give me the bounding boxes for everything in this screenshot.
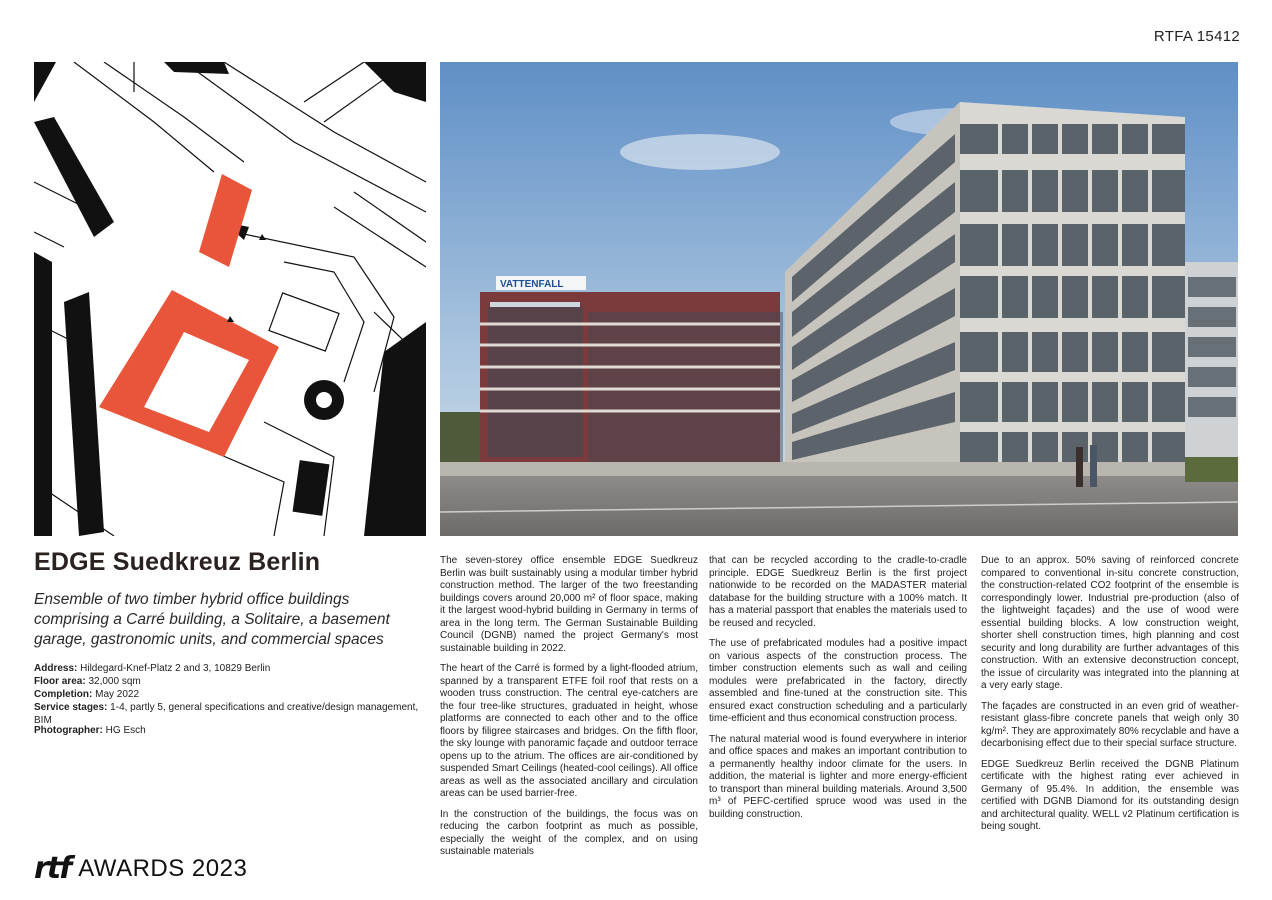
floor-area-line <box>34 675 434 688</box>
paragraph: EDGE Suedkreuz Berlin received the DGNB Platinum certificate with the highest rating ever achieved in Germany of 95.4%. In addition, the ensemble was certified with DGNB Diamond for its outstanding design and architectural quality. WELL v2 Platinum certification is being sought. <box>981 758 1239 832</box>
awards-label: AWARDS 2023 <box>78 855 248 882</box>
completion-value: May 2022 <box>95 689 140 700</box>
project-title: EDGE Suedkreuz Berlin <box>34 548 321 576</box>
text-column-2 <box>709 555 967 829</box>
floor-area-label: Floor area: <box>34 676 86 687</box>
paragraph: The use of prefabricated modules had a positive impact on various aspects of the construction process. The timber construction elements such as wall and ceiling modules were prefabricated in the factory, directly assembled and fine-tuned at the construction site. This ensured exact construction scheduling and a particularly time-efficient and thus economical construction process. <box>709 638 967 724</box>
paragraph: Due to an approx. 50% saving of reinforced concrete compared to conventional in-situ concrete construction, the construction-related CO2 footprint of the ensemble is correspondingly lower. Industrial pre-production (also of the lightweight façades) and the use of wood were essential building blocks. A low construction weight, shorter shell construction times, high planning and cost security and long durability are further advantages of this construction. With an extensive deconstruction concept, the issue of circularity was integrated into the planning at a very early stage. <box>981 555 1239 691</box>
text-column-3 <box>981 555 1239 842</box>
completion-label: Completion: <box>34 689 93 700</box>
service-stages-value: 1-4, partly 5, general specifications and creative/design management, BIM <box>34 702 419 726</box>
address-value: Hildegard-Knef-Platz 2 and 3, 10829 Berlin <box>80 663 271 674</box>
reference-code: RTFA 15412 <box>1153 28 1240 45</box>
paragraph: The heart of the Carré is formed by a light-flooded atrium, spanned by a transparent ETFE foil roof that rests on a wooden truss construction. The central eye-catchers are the four tree-like structures, graduated in height, whose platforms are connected to each other and to the office floors by filigree staircases and bridges. On the fifth floor, the sky lounge with panoramic façade and outdoor terrace opens up to the atrium. The offices are air-conditioned by suspended Smart Ceilings (heated-cool ceilings). All office areas as well as the associated ancillary and circulation areas can be used barrier-free. <box>440 663 698 799</box>
site-plan <box>34 62 426 536</box>
address-line <box>34 662 434 675</box>
paragraph-continued: that can be recycled according to the cradle-to-cradle principle. EDGE Suedkreuz Berlin is the first project nationwide to be recorded on the MADASTER material database for the building structure with a 100% match. It has a material passport that enables the materials used to be reused and recycled. <box>709 555 967 629</box>
service-stages-label: Service stages: <box>34 702 108 713</box>
paragraph: The seven-storey office ensemble EDGE Suedkreuz Berlin was built sustainably using a modular timber hybrid construction method. The larger of the two freestanding buildings covers around 20,000 m² of floor space, making it the largest wood-hybrid building in Germany in terms of area in the long term. The German Sustainable Building Council (DGNB) named the project Germany's most sustainable building in 2022. <box>440 555 698 654</box>
paragraph: The natural material wood is found everywhere in interior and office spaces and makes an important contribution to a permanently healthy indoor climate for the users. In addition, the material is lighter and more energy-efficient to transport than mineral building materials. Around 3,500 m³ of PEFC-certified spruce wood was used in the building construction. <box>709 733 967 820</box>
photographer-label: Photographer: <box>34 725 103 736</box>
photographer-value: HG Esch <box>105 725 146 736</box>
vattenfall-sign-text: VATTENFALL <box>500 279 564 290</box>
awards-footer <box>34 851 248 886</box>
paragraph: In the construction of the buildings, the focus was on reducing the carbon footprint as much as possible, especially the weight of the complex, and on using sustainable materials <box>440 808 698 857</box>
project-subtitle: Ensemble of two timber hybrid office buildings comprising a Carré building, a Solitaire, a basement garage, gastronomic units, and commercial spaces <box>34 591 390 648</box>
address-label: Address: <box>34 663 78 674</box>
building-photo <box>440 62 1238 536</box>
text-column-1 <box>440 555 698 867</box>
floor-area-value: 32,000 sqm <box>88 676 141 687</box>
photographer-line <box>34 724 434 737</box>
completion-line <box>34 688 434 701</box>
rtf-logo: rtf <box>34 851 71 886</box>
paragraph: The façades are constructed in an even grid of weather-resistant glass-fibre concrete panels that weigh only 30 kg/m². They are approximately 80% recyclable and have a decarbonising effect due to their special surface structure. <box>981 700 1239 749</box>
